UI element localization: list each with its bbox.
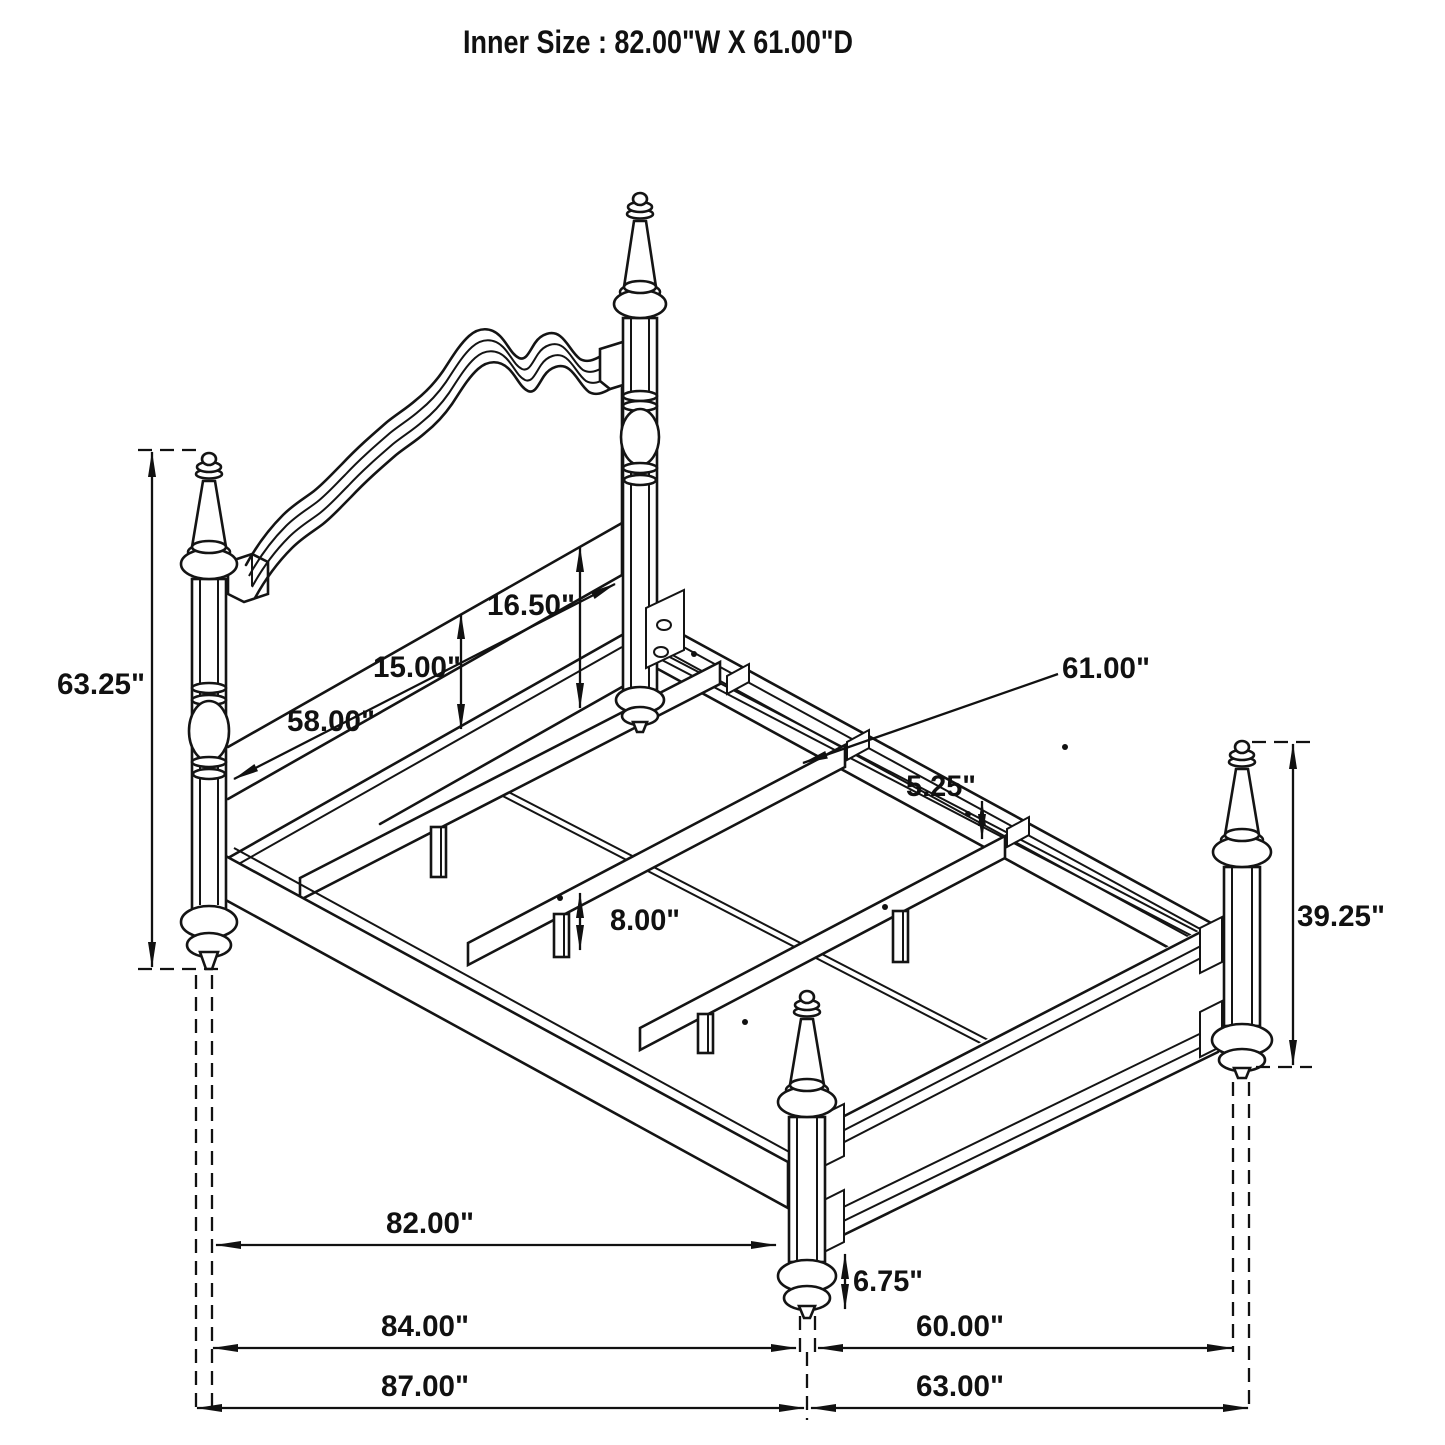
dim-label-footboard-post-height: 39.25" [1297,900,1385,933]
dim-label-panel-lower: 15.00" [373,651,461,684]
post-bulb [621,409,659,465]
bolt-hole [654,647,668,657]
support-leg [554,914,569,957]
dim-label-rail-height: 5.25" [906,770,976,803]
dim-label-slat-length: 61.00" [1062,652,1150,685]
footboard-bracket [1200,917,1222,973]
dim-label-support-leg-height: 8.00" [610,904,680,937]
dim-label-footboard-inner-span: 60.00" [916,1310,1004,1343]
page-title: Inner Size : 82.00"W X 61.00"D [463,24,853,60]
dim-label-overall-width: 87.00" [381,1370,469,1403]
support-leg [431,827,446,877]
dim-label-inner-width: 82.00" [386,1207,474,1240]
dim-label-foot-height: 6.75" [853,1265,923,1298]
post-bulb [189,701,229,761]
support-leg [893,911,908,962]
dim-label-posts-outer-width: 84.00" [381,1310,469,1343]
dim-label-overall-depth: 63.00" [916,1370,1004,1403]
dim-label-headboard-width: 58.00" [287,705,375,738]
dim-label-panel-upper: 16.50" [487,589,575,622]
bolt-hole [657,620,671,630]
dim-label-headboard-post-height: 63.25" [57,668,145,701]
support-leg [698,1014,713,1053]
